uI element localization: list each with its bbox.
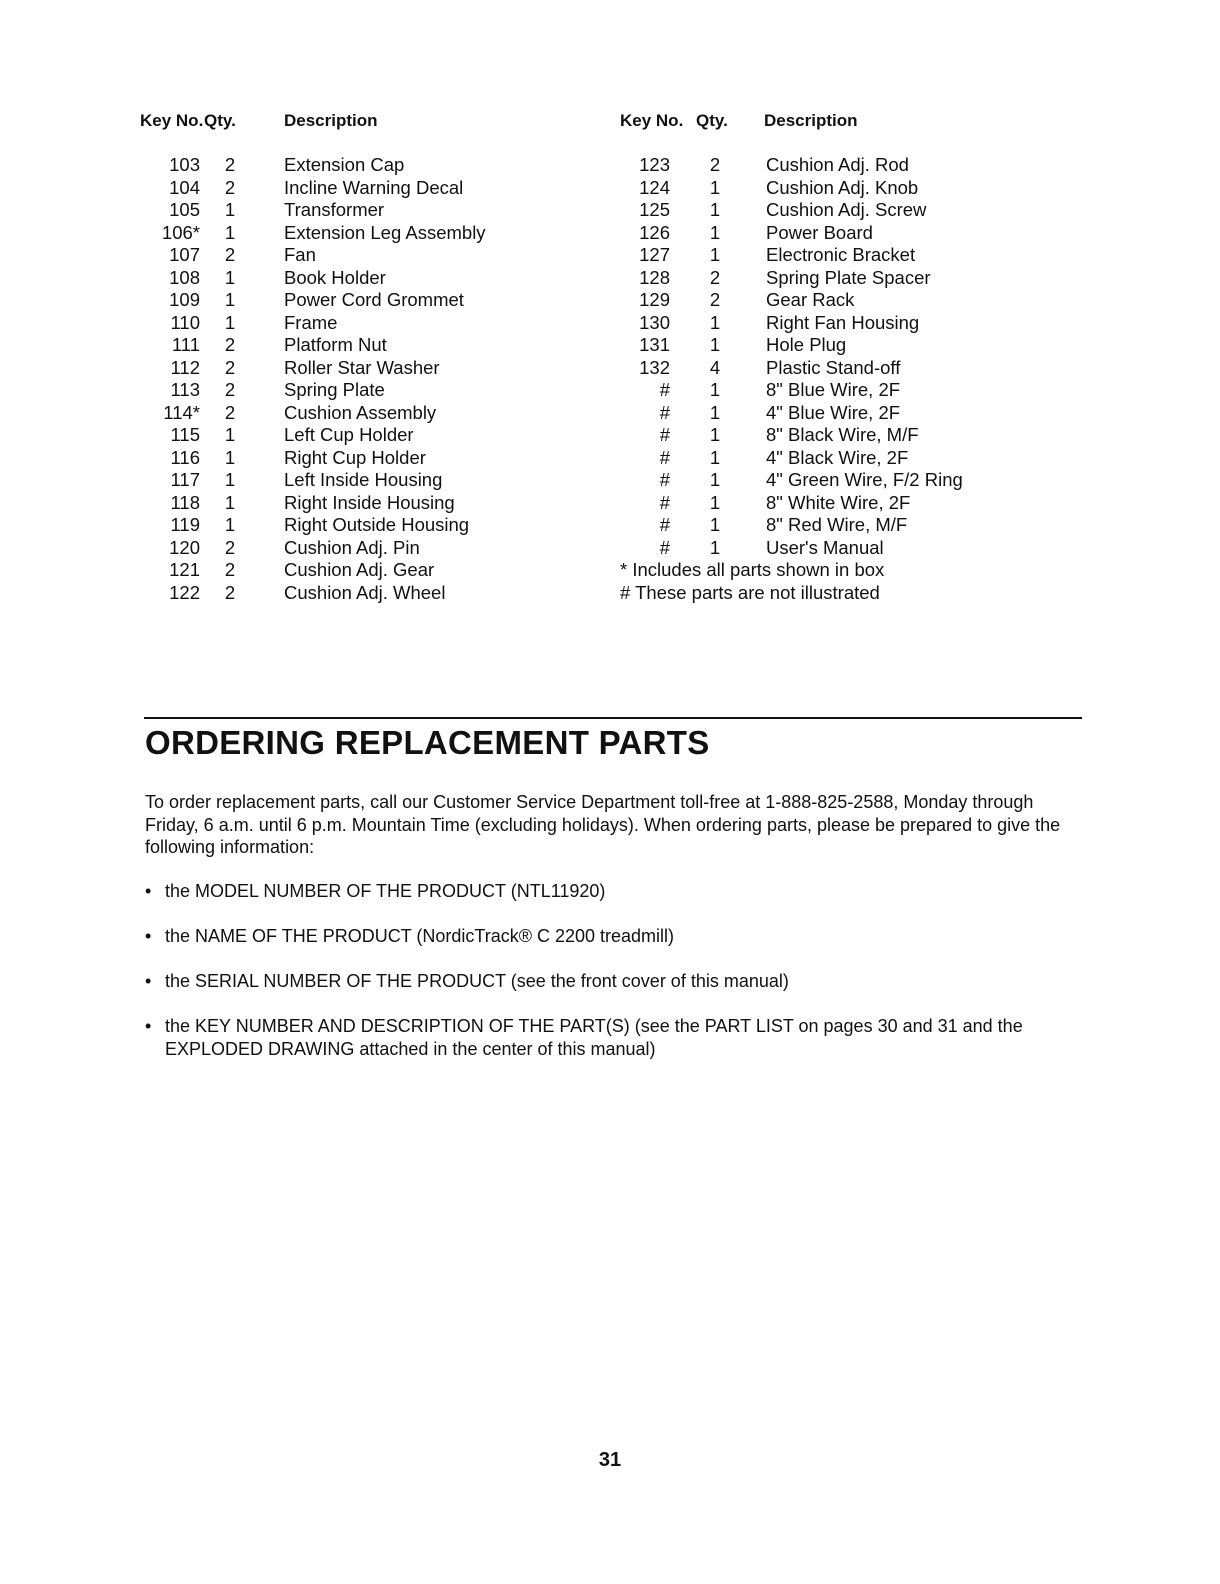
part-key-no: 121 bbox=[169, 559, 200, 581]
part-description: 8" White Wire, 2F bbox=[766, 491, 911, 513]
note-included-parts: * Includes all parts shown in box bbox=[620, 559, 885, 581]
list-item bbox=[145, 880, 1085, 903]
part-qty: 1 bbox=[709, 491, 721, 513]
section-divider bbox=[144, 717, 1082, 719]
part-qty: 2 bbox=[224, 244, 236, 266]
part-qty: 2 bbox=[224, 379, 236, 401]
table-row bbox=[140, 177, 580, 200]
table-row bbox=[620, 334, 1060, 357]
part-qty: 1 bbox=[709, 379, 721, 401]
part-description: Fan bbox=[284, 244, 316, 266]
part-key-no: 118 bbox=[170, 491, 200, 513]
parts-header-right bbox=[620, 108, 1060, 134]
table-row bbox=[140, 379, 580, 402]
table-row bbox=[620, 267, 1060, 290]
part-qty: 1 bbox=[709, 401, 721, 423]
bullet-icon: • bbox=[145, 881, 152, 901]
part-key-no: 110 bbox=[170, 311, 200, 333]
table-row bbox=[620, 222, 1060, 245]
table-row bbox=[620, 357, 1060, 380]
part-description: Cushion Assembly bbox=[284, 401, 437, 423]
part-description: Extension Leg Assembly bbox=[284, 221, 486, 243]
header-description: Description bbox=[764, 111, 858, 130]
part-key-no: 113 bbox=[170, 379, 200, 401]
part-key-no: 105 bbox=[169, 199, 200, 221]
table-row bbox=[140, 559, 580, 582]
part-key-no: 117 bbox=[170, 469, 200, 491]
part-key-no: 109 bbox=[169, 289, 200, 311]
part-description: Spring Plate bbox=[284, 379, 385, 401]
part-description: Incline Warning Decal bbox=[284, 176, 464, 198]
part-qty: 2 bbox=[709, 154, 721, 176]
table-row bbox=[140, 289, 580, 312]
part-key-no: 120 bbox=[169, 536, 200, 558]
table-row bbox=[620, 537, 1060, 560]
header-description: Description bbox=[284, 111, 378, 130]
part-key-no: 128 bbox=[639, 266, 670, 288]
part-key-no: 124 bbox=[639, 176, 670, 198]
part-key-no: 122 bbox=[169, 581, 200, 603]
part-description: Cushion Adj. Screw bbox=[766, 199, 927, 221]
part-description: Cushion Adj. Wheel bbox=[284, 581, 446, 603]
part-qty: 1 bbox=[224, 491, 236, 513]
table-row bbox=[620, 379, 1060, 402]
part-qty: 2 bbox=[224, 536, 236, 558]
part-qty: 1 bbox=[709, 199, 721, 221]
table-row bbox=[140, 244, 580, 267]
part-qty: 2 bbox=[224, 401, 236, 423]
table-row bbox=[620, 199, 1060, 222]
part-description: 4" Blue Wire, 2F bbox=[766, 401, 901, 423]
part-description: Transformer bbox=[284, 199, 385, 221]
part-qty: 1 bbox=[224, 469, 236, 491]
part-qty: 2 bbox=[709, 266, 721, 288]
part-key-no: 107 bbox=[169, 244, 200, 266]
table-row bbox=[140, 492, 580, 515]
section-title: ORDERING REPLACEMENT PARTS bbox=[145, 724, 710, 761]
table-row bbox=[140, 469, 580, 492]
part-qty: 1 bbox=[709, 536, 721, 558]
part-description: Right Inside Housing bbox=[284, 491, 455, 513]
part-qty: 1 bbox=[224, 199, 236, 221]
part-qty: 1 bbox=[709, 446, 721, 468]
part-qty: 1 bbox=[224, 424, 236, 446]
part-description: 4" Black Wire, 2F bbox=[766, 446, 909, 468]
part-description: Electronic Bracket bbox=[766, 244, 916, 266]
table-row bbox=[140, 514, 580, 537]
part-description: Platform Nut bbox=[284, 334, 387, 356]
part-key-no: 126 bbox=[639, 221, 670, 243]
part-description: Plastic Stand-off bbox=[766, 356, 901, 378]
part-description: 8" Black Wire, M/F bbox=[766, 424, 919, 446]
table-row bbox=[620, 492, 1060, 515]
part-qty: 1 bbox=[224, 311, 236, 333]
table-row bbox=[140, 199, 580, 222]
table-row bbox=[620, 469, 1060, 492]
part-qty: 1 bbox=[709, 514, 721, 536]
part-description: Spring Plate Spacer bbox=[766, 266, 931, 288]
part-key-no: 129 bbox=[639, 289, 670, 311]
part-qty: 2 bbox=[224, 334, 236, 356]
table-row bbox=[620, 402, 1060, 425]
part-qty: 1 bbox=[709, 424, 721, 446]
part-qty: 4 bbox=[709, 356, 721, 378]
table-row bbox=[620, 447, 1060, 470]
note-not-illustrated: # These parts are not illustrated bbox=[620, 581, 880, 603]
part-description: Cushion Adj. Knob bbox=[766, 176, 919, 198]
part-description: Power Cord Grommet bbox=[284, 289, 464, 311]
part-qty: 2 bbox=[224, 559, 236, 581]
part-key-no: 130 bbox=[639, 311, 670, 333]
page-number: 31 bbox=[598, 1449, 622, 1471]
table-row bbox=[140, 334, 580, 357]
part-description: Hole Plug bbox=[766, 334, 847, 356]
list-item bbox=[145, 970, 1085, 993]
header-qty: Qty. bbox=[696, 111, 728, 130]
table-row bbox=[140, 424, 580, 447]
part-description: Book Holder bbox=[284, 266, 386, 288]
part-key-no: # bbox=[659, 446, 670, 468]
table-row bbox=[140, 312, 580, 335]
table-row bbox=[140, 537, 580, 560]
part-description: 8" Red Wire, M/F bbox=[766, 514, 908, 536]
table-row bbox=[620, 424, 1060, 447]
parts-header-left bbox=[140, 108, 580, 134]
part-key-no: 114* bbox=[163, 401, 200, 423]
part-description: Right Fan Housing bbox=[766, 311, 920, 333]
part-key-no: 103 bbox=[169, 154, 200, 176]
list-item bbox=[145, 925, 1085, 948]
part-qty: 2 bbox=[224, 356, 236, 378]
part-description: Left Cup Holder bbox=[284, 424, 414, 446]
part-qty: 2 bbox=[224, 581, 236, 603]
part-qty: 1 bbox=[709, 334, 721, 356]
part-key-no: 108 bbox=[169, 266, 200, 288]
part-qty: 1 bbox=[224, 289, 236, 311]
parts-list-left bbox=[140, 108, 580, 604]
header-qty: Qty. bbox=[204, 111, 236, 130]
part-qty: 1 bbox=[224, 266, 236, 288]
part-qty: 1 bbox=[709, 469, 721, 491]
part-qty: 2 bbox=[709, 289, 721, 311]
bullet-icon: • bbox=[145, 1016, 152, 1036]
part-description: Cushion Adj. Pin bbox=[284, 536, 420, 558]
list-item-text: the NAME OF THE PRODUCT (NordicTrack® C 2200 treadmill) bbox=[165, 926, 675, 946]
part-key-no: 123 bbox=[639, 154, 670, 176]
part-key-no: # bbox=[659, 424, 670, 446]
table-row bbox=[140, 402, 580, 425]
ordering-info-list bbox=[145, 880, 1085, 1083]
parts-rows-right bbox=[620, 154, 1060, 559]
part-qty: 1 bbox=[709, 221, 721, 243]
part-key-no: # bbox=[659, 469, 670, 491]
table-row bbox=[140, 222, 580, 245]
part-description: Right Cup Holder bbox=[284, 446, 426, 468]
list-item-text: the SERIAL NUMBER OF THE PRODUCT (see the front cover of this manual) bbox=[165, 971, 789, 991]
part-key-no: 115 bbox=[170, 424, 200, 446]
part-description: Extension Cap bbox=[284, 154, 405, 176]
part-description: 8" Blue Wire, 2F bbox=[766, 379, 901, 401]
part-key-no: # bbox=[659, 401, 670, 423]
part-description: Power Board bbox=[766, 221, 873, 243]
part-description: 4" Green Wire, F/2 Ring bbox=[766, 469, 963, 491]
part-key-no: # bbox=[659, 491, 670, 513]
part-qty: 1 bbox=[224, 514, 236, 536]
part-qty: 2 bbox=[224, 176, 236, 198]
table-row bbox=[620, 244, 1060, 267]
part-description: Right Outside Housing bbox=[284, 514, 470, 536]
table-row bbox=[140, 267, 580, 290]
part-description: Frame bbox=[284, 311, 338, 333]
part-qty: 1 bbox=[709, 311, 721, 333]
ordering-intro: To order replacement parts, call our Customer Service Department toll-free at 1-888-825-2588, Monday through Friday, 6 a.m. until 6 p.m. Mountain Time (excluding holidays). When ordering parts, please be prepared to give the following information: bbox=[145, 792, 1061, 857]
list-item-text: the MODEL NUMBER OF THE PRODUCT (NTL11920) bbox=[165, 881, 606, 901]
part-qty: 1 bbox=[224, 221, 236, 243]
part-key-no: 112 bbox=[170, 356, 200, 378]
part-qty: 1 bbox=[709, 244, 721, 266]
part-key-no: 116 bbox=[170, 446, 200, 468]
table-row bbox=[140, 582, 580, 605]
header-key-no: Key No. bbox=[620, 111, 684, 130]
bullet-icon: • bbox=[145, 971, 152, 991]
part-key-no: 119 bbox=[170, 514, 200, 536]
part-description: Cushion Adj. Rod bbox=[766, 154, 909, 176]
part-key-no: 111 bbox=[171, 334, 200, 356]
part-description: Cushion Adj. Gear bbox=[284, 559, 435, 581]
table-row bbox=[620, 312, 1060, 335]
parts-rows-left bbox=[140, 154, 580, 604]
part-description: Gear Rack bbox=[766, 289, 855, 311]
table-row bbox=[620, 289, 1060, 312]
part-key-no: 132 bbox=[639, 356, 670, 378]
table-row bbox=[620, 514, 1060, 537]
list-item bbox=[145, 1015, 1085, 1060]
part-description: Left Inside Housing bbox=[284, 469, 443, 491]
part-qty: 1 bbox=[224, 446, 236, 468]
part-key-no: # bbox=[659, 379, 670, 401]
bullet-icon: • bbox=[145, 926, 152, 946]
list-item-text: the KEY NUMBER AND DESCRIPTION OF THE PART(S) (see the PART LIST on pages 30 and 31 and the EXPLODED DRAWING attached in the center of this manual) bbox=[165, 1016, 1023, 1059]
part-qty: 1 bbox=[709, 176, 721, 198]
part-key-no: # bbox=[659, 536, 670, 558]
table-row bbox=[620, 154, 1060, 177]
part-key-no: 106* bbox=[161, 221, 200, 243]
table-row bbox=[140, 447, 580, 470]
part-qty: 2 bbox=[224, 154, 236, 176]
part-description: Roller Star Washer bbox=[284, 356, 440, 378]
part-key-no: 127 bbox=[639, 244, 670, 266]
part-description: User's Manual bbox=[766, 536, 884, 558]
table-row bbox=[140, 357, 580, 380]
header-key-no: Key No. bbox=[140, 111, 204, 130]
part-key-no: 104 bbox=[169, 176, 200, 198]
part-key-no: 131 bbox=[639, 334, 670, 356]
part-key-no: 125 bbox=[639, 199, 670, 221]
part-key-no: # bbox=[659, 514, 670, 536]
table-row bbox=[620, 177, 1060, 200]
table-row bbox=[140, 154, 580, 177]
parts-list-right bbox=[620, 108, 1060, 604]
